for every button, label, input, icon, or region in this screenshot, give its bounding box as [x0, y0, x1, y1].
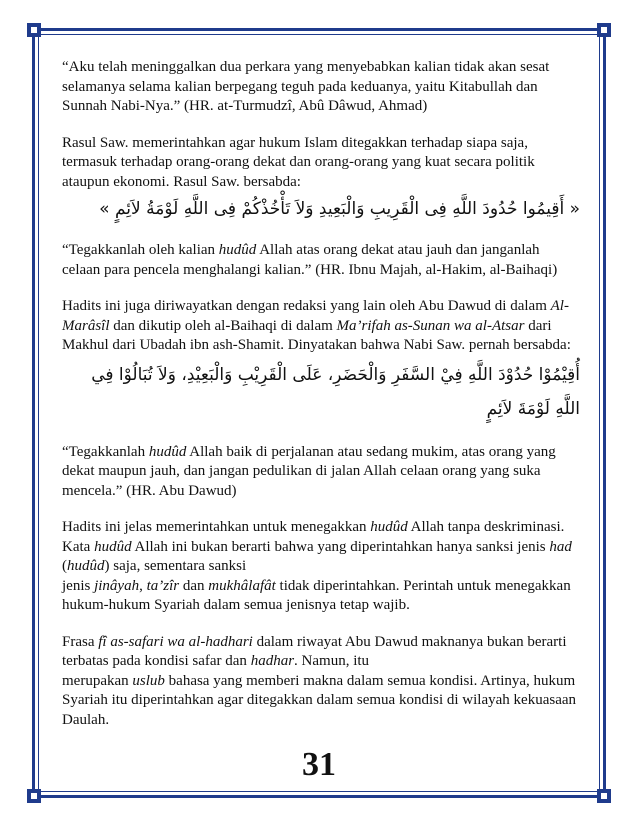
page-body: [62, 58, 580, 747]
paragraph-hudud-explanation: Hadits ini jelas memerintahkan untuk menegakkan hudûd Allah tanpa deskriminasi. Kata hudûd Allah ini bukan berarti bahwa yang diperintahkan hanya sanksi jenis had (hudûd) saja, sementara sanksi jenis jinâyah, ta’zîr dan mukhâlafât tidak diperintahkan. Perintah untuk menegakkan hukum-hukum Syariah dalam semua jenisnya tetap wajib.: [62, 519, 572, 613]
hadith-translation-1: “Tegakkanlah oleh kalian hudûd Allah atas orang dekat atau jauh dan janganlah celaan para pencela menghalangi kalian.” (HR. Ibnu Majah, al-Hakim, al-Baihaqi): [62, 242, 558, 278]
paragraph-rasul-command: Rasul Saw. memerintahkan agar hukum Islam ditegakkan terhadap siapa saja, termasuk terhadap orang-orang dekat dan orang-orang yang kuat secara politik ataupun ekonomi. Rasul Saw. bersabda:: [62, 134, 535, 190]
corner-ornament-bottom-right: [597, 789, 611, 803]
hadith-translation-quran-sunnah: “Aku telah meninggalkan dua perkara yang menyebabkan kalian tidak akan sesat selamanya selama kalian berpegang teguh pada keduanya, yaitu Kitabullah dan Sunnah Nabi-Nya.” (HR. at-Turmudzî, Abû Dâwud, Ahmad): [62, 59, 550, 114]
hadith-translation-2: “Tegakkanlah hudûd Allah baik di perjalanan atau sedang mukim, atas orang yang dekat maupun jauh, dan jangan pedulikan di jalan Allah celaan orang yang suka mencela.” (HR. Abu Dawud): [62, 443, 556, 499]
paragraph-safar-hadhar: Frasa fî as-safari wa al-hadhari dalam riwayat Abu Dawud maknanya bukan berarti terbatas pada kondisi safar dan hadhar. Namun, itu merupakan uslub bahasa yang memberi makna dalam semua kondisi. Artinya, hukum Syariah itu diperintahkan agar ditegakkan dalam semua kondisi di wilayah kekuasaan Daulah.: [62, 633, 577, 728]
paragraph-abu-dawud-narration: Hadits ini juga diriwayatkan dengan redaksi yang lain oleh Abu Dawud di dalam Al-Marâsîl dan dikutip oleh al-Baihaqi di dalam Ma’rifah as-Sunan wa al-Atsar dari Makhul dari Ubadah ibn ash-Shamit. Dinyatakan bahwa Nabi Saw. pernah bersabda:: [62, 298, 571, 353]
corner-ornament-bottom-left: [27, 789, 41, 803]
arabic-hadith-1: « أَقِيمُوا حُدُودَ اللَّهِ فِى الْقَرِيبِ وَالْبَعِيدِ وَلاَ تَأْخُذْكُمْ فِى اللَّهِ لَوْمَةُ لاَئِمٍ »: [99, 199, 580, 219]
corner-ornament-top-left: [27, 23, 41, 37]
arabic-hadith-2: أُقِيْمُوْا حُدُوْدَ اللَّهِ فِيْ السَّفَرِ وَالْحَضَرِ، عَلَى الْقَرِيْبِ وَالْبَعِيْدِ، وَلاَ تُبَالُوْا فِي اللَّهِ لَوْمَةَ لاَئِمٍ: [91, 364, 580, 419]
corner-ornament-top-right: [597, 23, 611, 37]
page-number: 31: [302, 746, 336, 783]
